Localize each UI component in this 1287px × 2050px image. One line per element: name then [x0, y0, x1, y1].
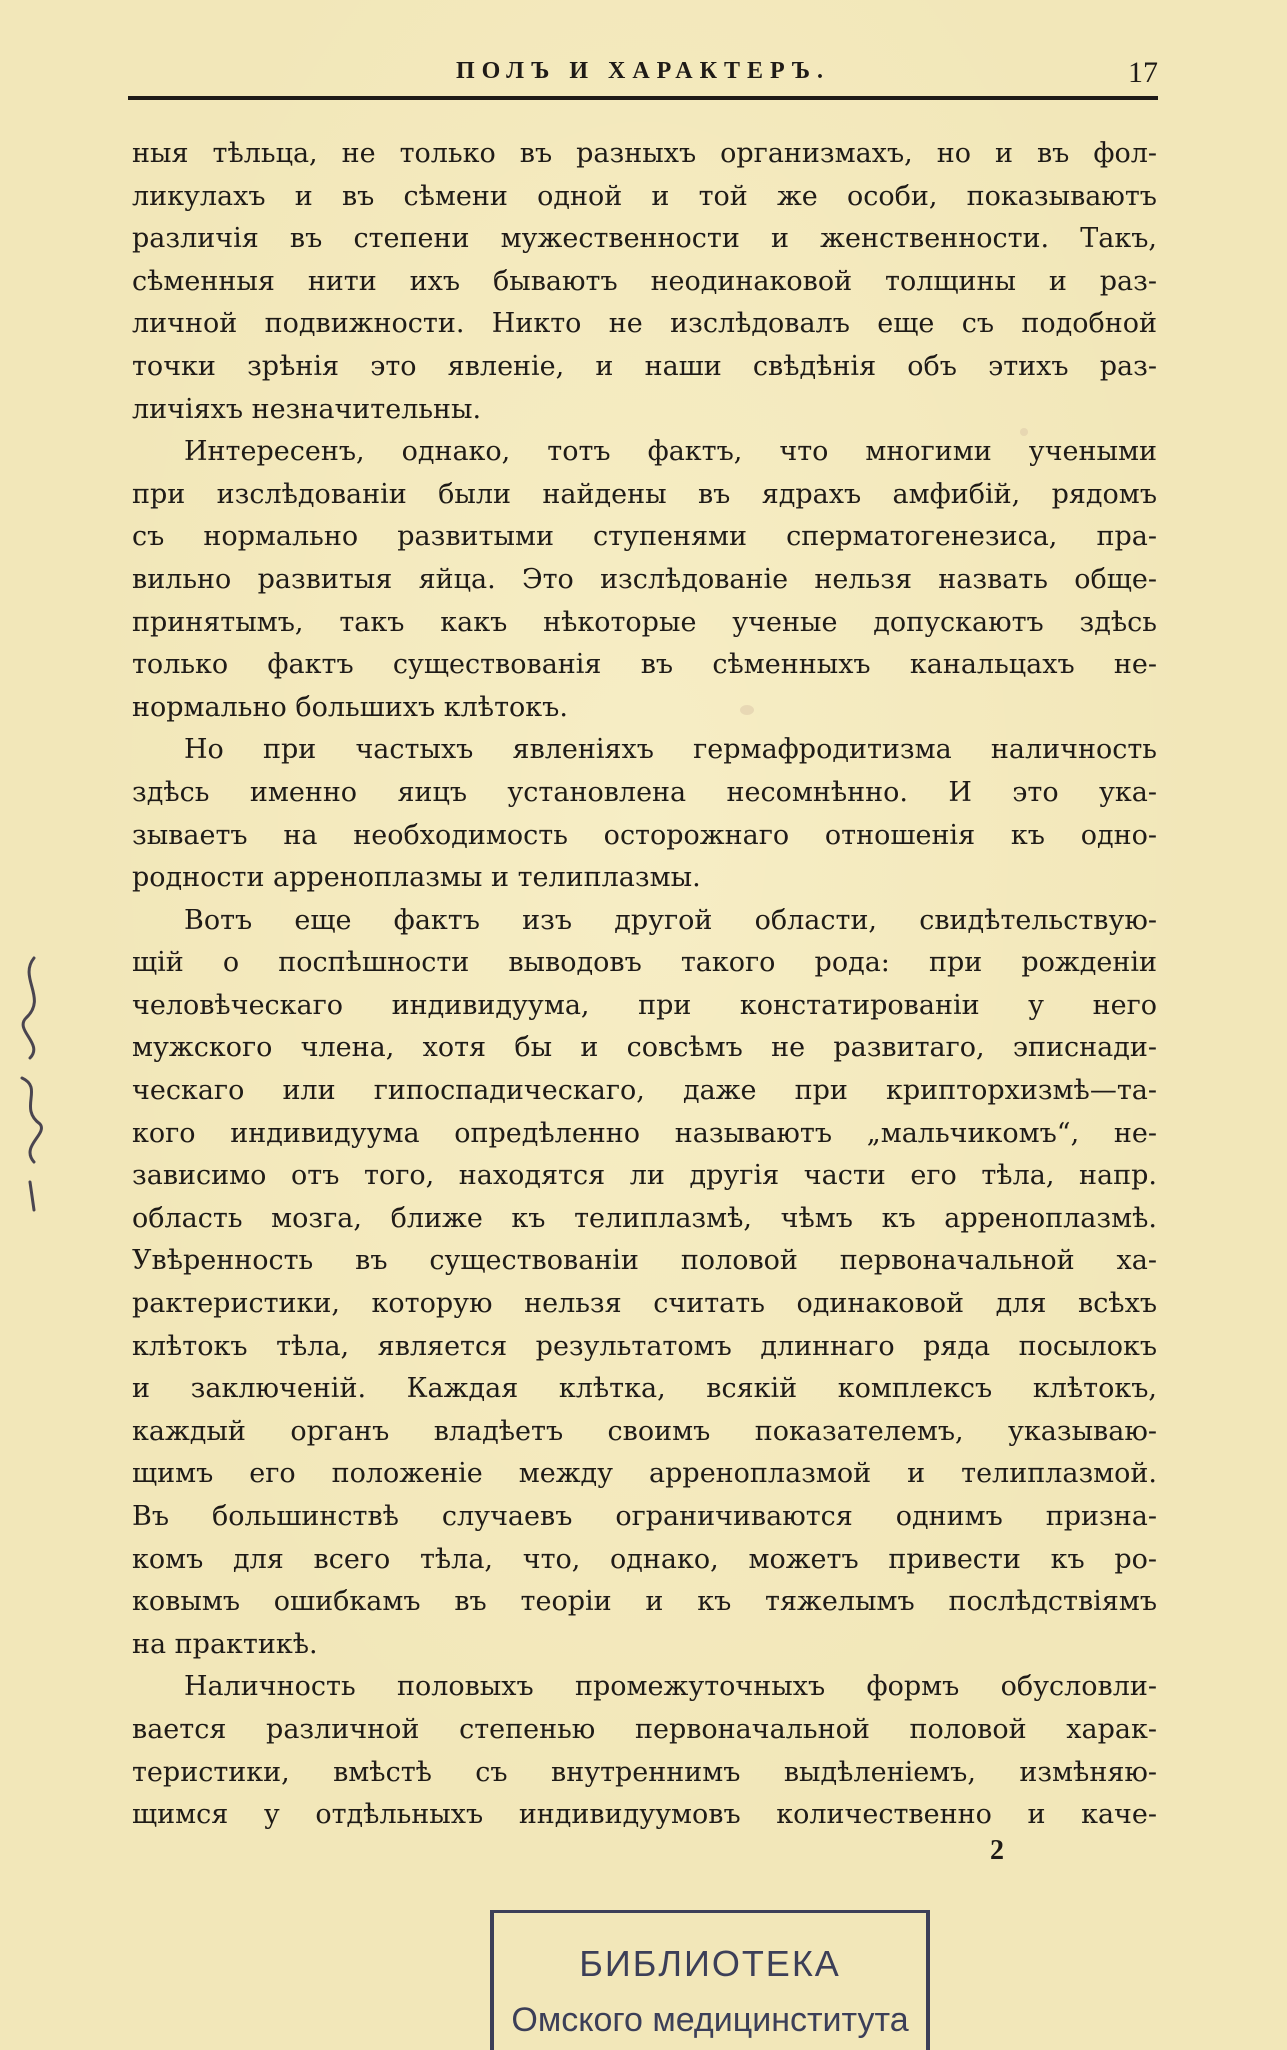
- text-line: ческаго или гипоспадическаго, даже при крипторхизмѣ—та-: [132, 1075, 1157, 1107]
- text-line: Увѣренность въ существованіи половой первоначальной ха-: [132, 1245, 1157, 1277]
- body-text: [132, 133, 1157, 1837]
- text-line: нормально большихъ клѣтокъ.: [132, 691, 568, 723]
- paper-speck: [740, 705, 754, 715]
- text-line: рактеристики, которую нельзя считать одинаковой для всѣхъ: [132, 1288, 1157, 1320]
- text-line: кого индивидуума опредѣленно называютъ „мальчикомъ“, не-: [132, 1117, 1157, 1149]
- signature-mark: 2: [990, 1835, 1004, 1866]
- running-title: ПОЛЪ И ХАРАКТЕРЪ.: [455, 58, 831, 84]
- text-line: клѣтокъ тѣла, является результатомъ длиннаго ряда посылокъ: [132, 1330, 1157, 1362]
- text-line: ликулахъ и въ сѣмени одной и той же особи, показываютъ: [132, 180, 1157, 212]
- text-line: комъ для всего тѣла, что, однако, можетъ привести къ ро-: [132, 1543, 1157, 1575]
- text-line: ныя тѣльца, не только въ разныхъ организмахъ, но и въ фол-: [132, 138, 1157, 169]
- library-stamp: [490, 1910, 930, 2050]
- text-line: личной подвижности. Никто не изслѣдовалъ еще съ подобной: [132, 308, 1157, 340]
- stamp-line-library: БИБЛИОТЕКА: [579, 1943, 841, 1984]
- text-line: щимся у отдѣльныхъ индивидуумовъ количественно и каче-: [132, 1799, 1157, 1831]
- text-line: Интересенъ, однако, тотъ фактъ, что многими учеными: [184, 436, 1157, 468]
- text-line: при изслѣдованіи были найдены въ ядрахъ амфибій, рядомъ: [132, 478, 1157, 510]
- text-line: мужского члена, хотя бы и совсѣмъ не развитаго, эписнади-: [132, 1032, 1157, 1064]
- text-line: щимъ его положеніе между арреноплазмой и телиплазмой.: [132, 1458, 1157, 1490]
- text-line: личіяхъ незначительны.: [132, 393, 482, 425]
- running-head: [128, 58, 1158, 94]
- paper-speck: [1020, 428, 1028, 436]
- text-line: Наличность половыхъ промежуточныхъ формъ обусловли-: [184, 1671, 1157, 1703]
- text-line: теристики, вмѣстѣ съ внутреннимъ выдѣленіемъ, измѣняю-: [132, 1756, 1157, 1788]
- text-line: принятымъ, такъ какъ нѣкоторые ученые допускаютъ здѣсь: [132, 606, 1157, 638]
- text-line: Вотъ еще фактъ изъ другой области, свидѣтельствую-: [184, 904, 1157, 936]
- text-line: щій о поспѣшности выводовъ такого рода: при рожденіи: [132, 947, 1157, 979]
- text-line: съ нормально развитыми ступенями сперматогенезиса, пра-: [132, 521, 1157, 553]
- text-line: различія въ степени мужественности и женственности. Такъ,: [132, 223, 1157, 255]
- text-line: каждый органъ владѣетъ своимъ показателемъ, указываю-: [132, 1415, 1157, 1447]
- text-line: Но при частыхъ явленіяхъ гермафродитизма наличность: [184, 734, 1157, 766]
- text-line: вается различной степенью первоначальной половой харак-: [132, 1713, 1157, 1745]
- text-line: здѣсь именно яицъ установлена несомнѣнно. И это ука-: [132, 776, 1157, 808]
- handwritten-margin-mark: [4, 948, 64, 1248]
- text-line: зываетъ на необходимость осторожнаго отношенія къ одно-: [132, 819, 1157, 851]
- text-line: вильно развитыя яйца. Это изслѣдованіе нельзя назвать обще-: [132, 563, 1157, 595]
- text-line: родности арреноплазмы и телиплазмы.: [132, 862, 701, 894]
- text-line: зависимо отъ того, находятся ли другія части его тѣла, напр.: [132, 1160, 1157, 1192]
- text-line: Въ большинствѣ случаевъ ограничиваются однимъ призна-: [132, 1501, 1157, 1532]
- stamp-line-institute: Омского медицинститута: [511, 2001, 909, 2039]
- text-line: сѣменныя нити ихъ бываютъ неодинаковой толщины и раз-: [132, 265, 1157, 297]
- text-line: на практикѣ.: [132, 1628, 318, 1660]
- header-rule: [128, 96, 1158, 100]
- text-line: только фактъ существованія въ сѣменныхъ канальцахъ не-: [132, 649, 1157, 681]
- text-line: область мозга, ближе къ телиплазмѣ, чѣмъ къ арреноплазмѣ.: [132, 1202, 1157, 1234]
- text-line: и заключеній. Каждая клѣтка, всякій комплексъ клѣтокъ,: [132, 1373, 1157, 1405]
- text-line: точки зрѣнія это явленіе, и наши свѣдѣнія объ этихъ раз-: [132, 350, 1157, 382]
- page-number: 17: [1128, 56, 1158, 89]
- text-line: человѣческаго индивидуума, при констатированіи у него: [132, 989, 1157, 1021]
- text-line: ковымъ ошибкамъ въ теоріи и къ тяжелымъ послѣдствіямъ: [132, 1586, 1157, 1618]
